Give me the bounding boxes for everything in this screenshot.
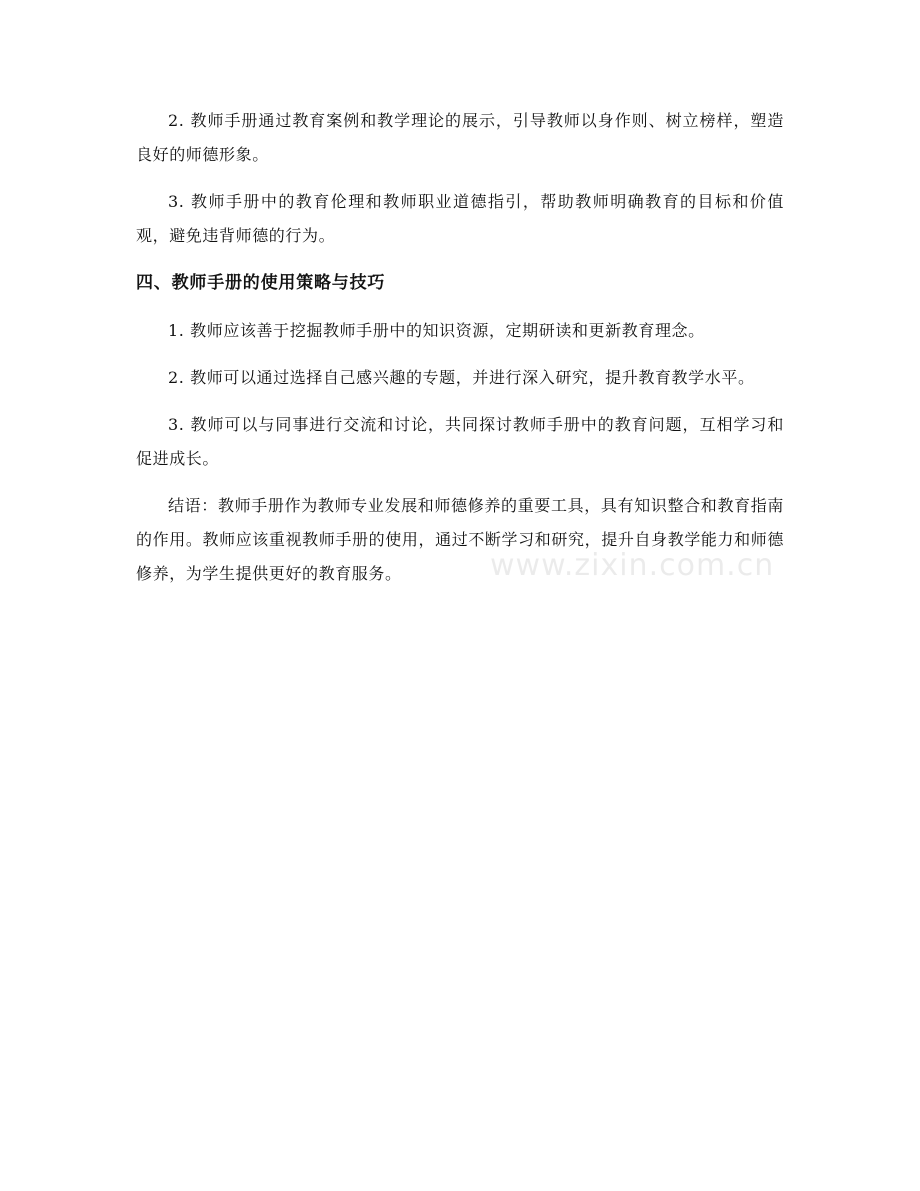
paragraph-conclusion: 结语：教师手册作为教师专业发展和师德修养的重要工具，具有知识整合和教育指南的作用。教师应该重视教师手册的使用，通过不断学习和研究，提升自身教学能力和师德修养，为学生提供更好的教育服务。 bbox=[136, 496, 784, 583]
paragraph-teacher-role-model: 2. 教师手册通过教育案例和教学理论的展示，引导教师以身作则、树立榜样，塑造良好的师德形象。 bbox=[136, 111, 784, 164]
document-body bbox=[136, 104, 784, 604]
paragraph-peer-exchange: 3. 教师可以与同事进行交流和讨论，共同探讨教师手册中的教育问题，互相学习和促进成长。 bbox=[136, 415, 784, 468]
paragraph-knowledge-resources: 1. 教师应该善于挖掘教师手册中的知识资源，定期研读和更新教育理念。 bbox=[168, 321, 705, 340]
paragraph-topic-research: 2. 教师可以通过选择自己感兴趣的专题，并进行深入研究，提升教育教学水平。 bbox=[168, 368, 755, 387]
watermark-text: www.zixin.com.cn bbox=[490, 548, 775, 583]
paragraph-ethics-guidance: 3. 教师手册中的教育伦理和教师职业道德指引，帮助教师明确教育的目标和价值观，避免违背师德的行为。 bbox=[136, 192, 784, 245]
section-heading: 四、教师手册的使用策略与技巧 bbox=[136, 273, 386, 293]
